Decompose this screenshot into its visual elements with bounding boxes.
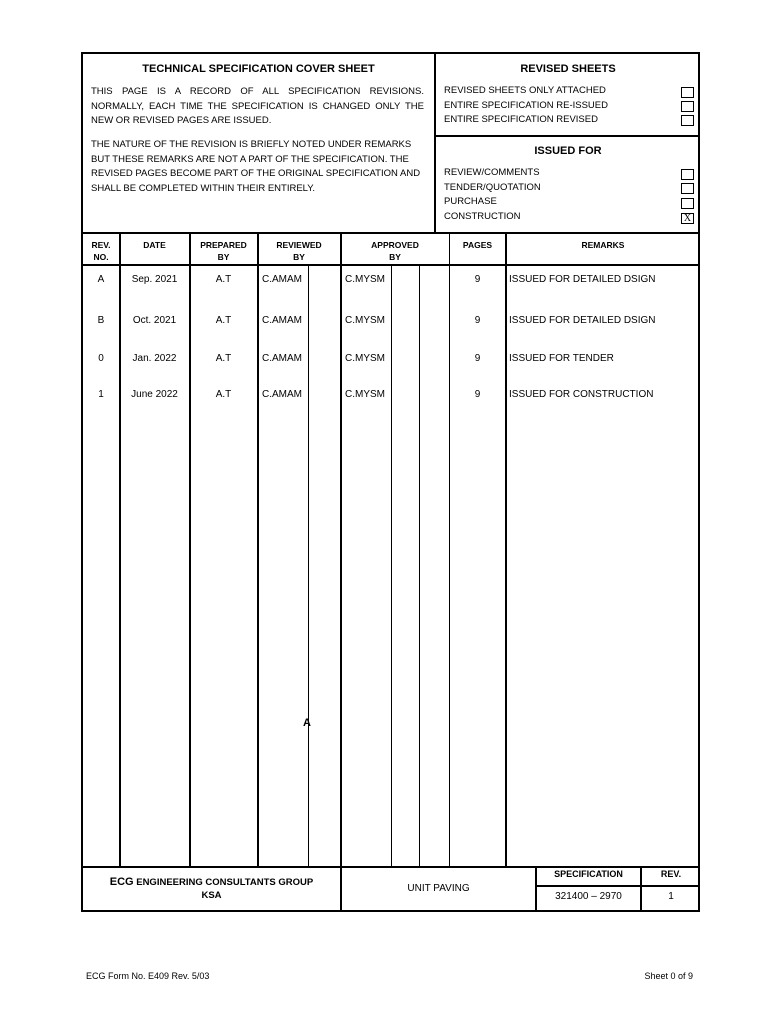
prepared-cell: A.T [215, 353, 232, 364]
pages-cell: 9 [474, 315, 481, 326]
issued-for-title: ISSUED FOR [534, 145, 602, 157]
checkbox-tender-quotation[interactable] [681, 183, 694, 194]
specification-label: SPECIFICATION [554, 869, 623, 879]
reviewed-cell: C.AMAM [262, 315, 302, 326]
rev-no-cell: 1 [98, 389, 104, 400]
header-date: DATE [143, 240, 166, 250]
rev-no-cell: A [97, 274, 105, 285]
revised-issued-divider [434, 135, 700, 137]
table-row [83, 389, 700, 403]
reviewed-cell: C.AMAM [262, 389, 302, 400]
cover-title: TECHNICAL SPECIFICATION COVER SHEET [142, 63, 375, 75]
issued-for-item: TENDER/QUOTATION [444, 181, 541, 193]
cover-paragraph-2: THE NATURE OF THE REVISION IS BRIEFLY NOTED UNDER REMARKS BUT THESE REMARKS ARE NOT A PART OF THE SPECIFICATION. THE REVISED PAGES BECOME PART OF THE ORIGINAL SPECIFICATION AND SHALL BE COMPLETED WITHIN THEIR ENTIRELY. [91, 139, 421, 194]
rev-number: 1 [668, 891, 674, 902]
header-rev-no: REV. NO. [91, 240, 111, 262]
header-pages: PAGES [462, 240, 493, 250]
rev-no-cell: B [97, 315, 105, 326]
prepared-cell: A.T [215, 389, 232, 400]
checkbox-revised-sheets-only[interactable] [681, 87, 694, 98]
header-divider [434, 54, 436, 234]
cover-sheet-form [81, 52, 700, 912]
stray-mark: A [303, 717, 311, 729]
date-cell: Jan. 2022 [132, 353, 177, 364]
approved-cell: C.MYSM [345, 274, 385, 285]
form-number: ECG Form No. E409 Rev. 5/03 [86, 971, 210, 981]
remarks-cell: ISSUED FOR DETAILED DSIGN [509, 274, 656, 285]
issued-for-item: CONSTRUCTION [444, 210, 521, 222]
rev-label: REV. [660, 869, 682, 879]
company-country: KSA [201, 890, 222, 901]
date-cell: June 2022 [131, 389, 178, 400]
checkbox-entire-revised[interactable] [681, 115, 694, 126]
rev-no-cell: 0 [98, 353, 104, 364]
pages-cell: 9 [474, 353, 481, 364]
prepared-cell: A.T [215, 274, 232, 285]
prepared-cell: A.T [215, 315, 232, 326]
date-cell: Sep. 2021 [131, 274, 178, 285]
reviewed-cell: C.AMAM [262, 274, 302, 285]
issued-for-list [444, 166, 541, 224]
remarks-cell: ISSUED FOR DETAILED DSIGN [509, 315, 656, 326]
header-remarks: REMARKS [581, 240, 625, 250]
header-reviewed-by: REVIEWED BY [276, 240, 322, 262]
issued-for-item: REVIEW/COMMENTS [444, 167, 540, 178]
pages-cell: 9 [474, 389, 481, 400]
footer-row-line [535, 885, 700, 887]
remarks-cell: ISSUED FOR TENDER [509, 353, 614, 364]
checkbox-review-comments[interactable] [681, 169, 694, 180]
company-block [83, 876, 340, 902]
revised-sheets-item: REVISED SHEETS ONLY ATTACHED [444, 85, 606, 96]
remarks-cell: ISSUED FOR CONSTRUCTION [509, 389, 654, 400]
header-prepared-by: PREPARED BY [200, 240, 247, 262]
table-row [83, 353, 700, 367]
revised-sheets-item: ENTIRE SPECIFICATION REVISED [444, 114, 598, 126]
revised-sheets-item: ENTIRE SPECIFICATION RE-ISSUED [444, 99, 608, 111]
approved-cell: C.MYSM [345, 315, 385, 326]
header-approved-by: APPROVED BY [371, 240, 419, 262]
table-top-line [83, 232, 700, 234]
pages-cell: 9 [474, 274, 481, 285]
date-cell: Oct. 2021 [132, 315, 177, 326]
approved-cell: C.MYSM [345, 353, 385, 364]
table-row [83, 315, 700, 329]
checkbox-entire-reissued[interactable] [681, 101, 694, 112]
table-row [83, 274, 700, 288]
company-name: ENGINEERING CONSULTANTS GROUP [136, 877, 314, 888]
checkbox-construction[interactable]: X [681, 213, 694, 224]
project-title: UNIT PAVING [407, 883, 470, 894]
specification-number: 321400 – 2970 [555, 891, 622, 902]
revised-sheets-list [444, 84, 608, 128]
col-line [340, 232, 342, 912]
sheet-number: Sheet 0 of 9 [644, 971, 693, 981]
cover-paragraph-1: THIS PAGE IS A RECORD OF ALL SPECIFICATION REVISIONS. NORMALLY, EACH TIME THE SPECIFICATION IS CHANGED ONLY THE NEW OR REVISED PAGES ARE ISSUED. [91, 86, 424, 126]
issued-for-item: PURCHASE [444, 196, 497, 208]
company-abbr: ECG [109, 876, 134, 888]
approved-cell: C.MYSM [345, 389, 385, 400]
checkbox-purchase[interactable] [681, 198, 694, 209]
reviewed-cell: C.AMAM [262, 353, 302, 364]
revised-sheets-title: REVISED SHEETS [520, 63, 616, 75]
